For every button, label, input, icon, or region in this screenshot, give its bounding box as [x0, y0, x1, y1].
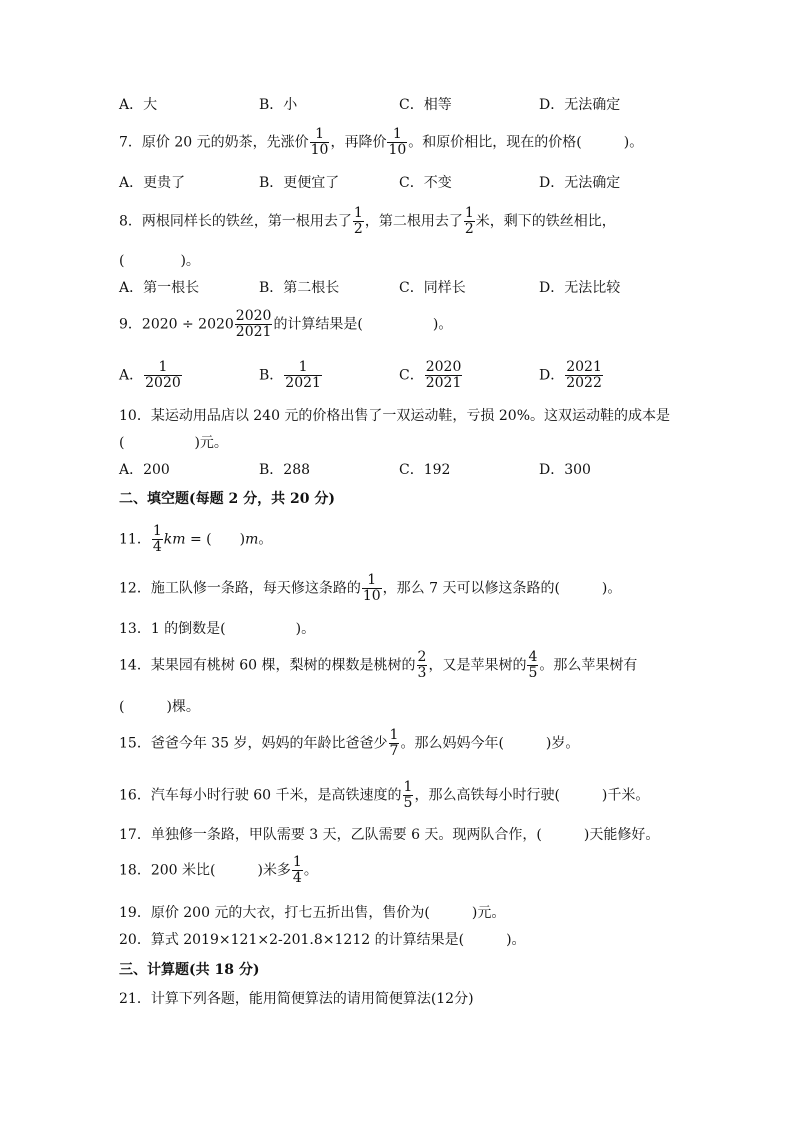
numerator: 1 — [152, 523, 162, 539]
denominator: 2022 — [566, 375, 602, 391]
numerator: 1 — [144, 360, 182, 376]
question-15 — [119, 728, 579, 759]
question-11 — [119, 524, 272, 555]
question-14 — [119, 650, 637, 681]
q9-text-1: 9．2020 ÷ 2020 — [119, 316, 234, 333]
denominator: 4 — [292, 870, 302, 886]
q9-option-a — [119, 360, 183, 391]
q18-text-2: 。 — [303, 862, 318, 879]
q18-text-1: 18．200 米比( )米多 — [119, 862, 291, 879]
question-9 — [119, 309, 452, 340]
q10-option-b: B．288 — [259, 462, 311, 478]
q8-text-2: ，第二根用去了 — [364, 213, 463, 230]
q8-answer-blank: ( )。 — [119, 253, 200, 269]
q14-text-1: 14．某果园有桃树 60 棵，梨树的棵数是桃树的 — [119, 657, 416, 674]
q6-option-a: A．大 — [119, 97, 158, 113]
q8-fraction-2 — [464, 206, 475, 237]
q6-option-b: B．小 — [259, 97, 298, 113]
option-fraction — [144, 360, 182, 391]
q6-option-c: C．相等 — [399, 97, 452, 113]
q14-text-2: ，又是苹果树的 — [428, 657, 527, 674]
option-label: C． — [399, 367, 424, 384]
q7-fraction-2 — [387, 127, 407, 158]
option-fraction — [284, 360, 322, 391]
q8-option-b: B．第二根长 — [259, 280, 340, 296]
q9-option-b — [259, 360, 323, 391]
denominator: 10 — [310, 142, 329, 158]
q12-text-2: ，那么 7 天可以修这条路的( )。 — [382, 580, 622, 597]
denominator: 7 — [389, 743, 399, 759]
q12-text-1: 12．施工队修一条路，每天修这条路的 — [119, 580, 361, 597]
numerator: 1 — [387, 127, 407, 143]
q9-option-c — [399, 360, 463, 391]
denominator: 2 — [353, 221, 363, 237]
denominator: 5 — [528, 665, 538, 681]
denominator: 2 — [464, 221, 474, 237]
numerator: 2021 — [566, 359, 602, 375]
q16-fraction — [403, 780, 414, 811]
option-fraction — [425, 360, 463, 391]
question-19: 19．原价 200 元的大衣，打七五折出售，售价为( )元。 — [119, 905, 506, 921]
q15-text-1: 15．爸爸今年 35 岁，妈妈的年龄比爸爸少 — [119, 735, 388, 752]
option-label: A． — [119, 367, 144, 384]
q12-fraction — [362, 573, 382, 604]
section-2-heading: 二、填空题(每题 2 分，共 20 分) — [119, 491, 335, 507]
numerator: 2020 — [425, 359, 462, 375]
q9-text-2: 的计算结果是( )。 — [273, 316, 453, 333]
q14-fraction-2 — [527, 650, 538, 681]
q8-option-c: C．同样长 — [399, 280, 466, 296]
denominator: 5 — [403, 795, 413, 811]
denominator: 2021 — [425, 375, 462, 391]
q7-text-3: 。和原价相比，现在的价格( )。 — [408, 134, 644, 151]
q7-text-1: 7．原价 20 元的奶茶，先涨价 — [119, 134, 309, 151]
q11-fraction — [152, 524, 163, 555]
option-label: D． — [539, 367, 565, 384]
q10-option-a: A．200 — [119, 462, 170, 478]
option-fraction — [565, 360, 603, 391]
q8-fraction-1 — [353, 206, 364, 237]
numerator: 1 — [353, 205, 363, 221]
question-10: 10．某运动用品店以 240 元的价格出售了一双运动鞋，亏损 20%。这双运动鞋的成本是 — [119, 408, 671, 424]
q10-option-c: C．192 — [399, 462, 451, 478]
numerator: 1 — [292, 854, 302, 870]
q11-blank: = ( ) — [185, 531, 246, 548]
numerator: 1 — [284, 360, 322, 376]
q11-label: 11． — [119, 531, 151, 548]
q11-unit-m: m — [245, 531, 259, 548]
numerator: 1 — [403, 779, 413, 795]
q11-end: 。 — [258, 531, 273, 548]
q10-option-d: D．300 — [539, 462, 591, 478]
numerator: 1 — [310, 127, 330, 143]
denominator: 2021 — [235, 324, 272, 340]
question-16 — [119, 780, 649, 811]
numerator: 1 — [464, 205, 474, 221]
q6-option-d: D．无法确定 — [539, 97, 621, 113]
question-8 — [119, 206, 616, 237]
q11-unit-km: km — [163, 531, 186, 548]
denominator: 4 — [152, 539, 162, 555]
q16-text-2: ，那么高铁每小时行驶( )千米。 — [414, 787, 650, 804]
q15-fraction — [389, 728, 400, 759]
q7-option-c: C．不变 — [399, 175, 452, 191]
numerator: 1 — [362, 573, 382, 589]
question-12 — [119, 573, 621, 604]
numerator: 4 — [528, 649, 538, 665]
numerator: 1 — [389, 727, 399, 743]
q8-option-a: A．第一根长 — [119, 280, 200, 296]
q14-text-3: 。那么苹果树有 — [539, 657, 638, 674]
denominator: 10 — [388, 142, 407, 158]
question-20: 20．算式 2019×121×2-201.8×1212 的计算结果是( )。 — [119, 932, 526, 948]
section-3-heading: 三、计算题(共 18 分) — [119, 962, 260, 978]
q7-text-2: ，再降价 — [330, 134, 387, 151]
q14-fraction-1 — [417, 650, 428, 681]
question-13: 13．1 的倒数是( )。 — [119, 621, 316, 637]
question-17: 17．单独修一条路，甲队需要 3 天，乙队需要 6 天。现两队合作，( )天能修好。 — [119, 827, 660, 843]
q18-fraction — [292, 855, 303, 886]
option-label: B． — [259, 367, 284, 384]
question-21: 21．计算下列各题，能用简便算法的请用简便算法(12分) — [119, 991, 474, 1007]
q15-text-2: 。那么妈妈今年( )岁。 — [400, 735, 580, 752]
q7-option-a: A．更贵了 — [119, 175, 186, 191]
q7-option-d: D．无法确定 — [539, 175, 621, 191]
question-7 — [119, 127, 643, 158]
denominator: 10 — [362, 588, 381, 604]
q14-answer-blank: ( )棵。 — [119, 699, 200, 715]
q9-fraction — [235, 309, 273, 340]
q8-text-1: 8．两根同样长的铁丝，第一根用去了 — [119, 213, 352, 230]
q10-answer-blank: ( )元。 — [119, 435, 228, 451]
q16-text-1: 16．汽车每小时行驶 60 千米，是高铁速度的 — [119, 787, 402, 804]
q7-fraction-1 — [310, 127, 330, 158]
numerator: 2020 — [235, 308, 272, 324]
q7-option-b: B．更便宜了 — [259, 175, 340, 191]
denominator: 2020 — [145, 375, 181, 391]
q8-text-3: 米，剩下的铁丝相比， — [475, 213, 616, 230]
denominator: 2021 — [285, 375, 321, 391]
denominator: 3 — [417, 665, 427, 681]
numerator: 2 — [417, 649, 427, 665]
question-18 — [119, 855, 318, 886]
q9-option-d — [539, 360, 604, 391]
q8-option-d: D．无法比较 — [539, 280, 621, 296]
